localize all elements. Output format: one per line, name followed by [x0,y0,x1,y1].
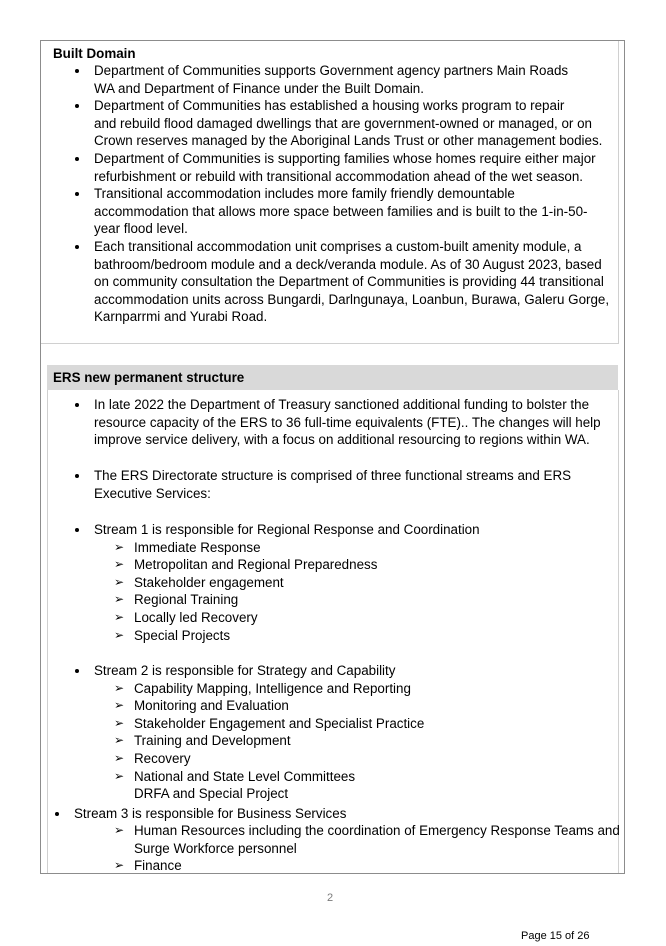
arrow-bullet-icon: ➢ [114,539,125,554]
stream-2-list [94,662,395,680]
list-item [94,62,609,97]
text-line: accommodation that allows more space between families and is built to the 1-in-50- [94,203,588,219]
arrow-bullet-icon: ➢ [114,733,125,748]
sub-list-item [114,822,620,857]
bullet-icon [75,192,79,196]
bullet-icon [75,474,79,478]
text-line: resource capacity of the ERS to 36 full-time equivalents (FTE).. The changes will help [94,414,601,430]
page-number: 2 [327,892,334,904]
built-domain-title: Built Domain [53,46,136,61]
bullet-icon [75,403,79,407]
arrow-bullet-icon: ➢ [114,715,125,730]
ers-intro-1-text [94,396,601,449]
sub-list-item [114,627,377,645]
list-item [94,662,395,680]
text-line: refurbishment or rebuild with transitional accommodation ahead of the wet season. [94,168,584,184]
ers-intro-list-1 [94,396,601,449]
sub-list-item [114,609,377,627]
text-line: Department of Communities supports Government agency partners Main Roads [94,63,569,78]
text-line: Immediate Response [134,539,261,555]
ers-section-title: ERS new permanent structure [53,370,245,385]
bullet-icon [75,245,79,249]
arrow-bullet-icon: ➢ [114,609,125,624]
bullet-icon [75,669,79,673]
text-line: National and State Level Committees [134,768,356,784]
stream-3-label: Stream 3 is responsible for Business Services [74,805,347,821]
text-line: Locally led Recovery [134,609,258,625]
bullet-icon [75,69,79,73]
list-item [94,150,609,185]
text-line: Monitoring and Evaluation [134,698,289,714]
stream-3-items [114,822,620,875]
text-line: Stakeholder Engagement and Specialist Practice [134,715,425,731]
text-line: Human Resources including the coordination of Emergency Response Teams and [134,823,620,838]
sub-list-item [114,857,620,875]
text-line: Stakeholder engagement [134,574,284,590]
list-item [94,521,480,539]
ers-section-header [47,365,618,390]
content-table [40,40,625,874]
arrow-bullet-icon: ➢ [114,574,125,589]
text-line: Surge Workforce personnel [134,840,297,856]
arrow-bullet-icon: ➢ [114,698,125,713]
text-line: improve service delivery, with a focus on additional resourcing to regions within WA. [94,432,590,448]
built-domain-list [94,62,609,326]
section-divider [41,343,619,344]
text-line: Executive Services: [94,485,211,501]
text-line: on community consultation the Department of Communities is providing 44 transitional [94,274,604,290]
text-line: Finance [134,858,182,874]
sub-list-item [114,539,377,557]
arrow-bullet-icon: ➢ [114,858,125,873]
stream-1-list [94,521,480,539]
text-line: Capability Mapping, Intelligence and Reporting [134,680,411,696]
stream-2-items [114,680,424,803]
text-line: WA and Department of Finance under the Built Domain. [94,80,424,96]
inner-border [618,41,619,344]
arrow-bullet-icon: ➢ [114,627,125,642]
arrow-bullet-icon: ➢ [114,557,125,572]
text-line: year flood level. [94,221,188,237]
inner-border-right [618,390,619,873]
stream-1-label: Stream 1 is responsible for Regional Response and Coordination [94,522,480,537]
page-count: Page 15 of 26 [521,930,590,942]
bullet-icon [75,528,79,532]
sub-list-item [114,732,424,750]
stream-2-continuation: DRFA and Special Project [134,786,289,802]
stream-2-label: Stream 2 is responsible for Strategy and Capability [94,663,396,678]
inner-border-left [47,390,48,873]
sub-list-item [114,768,424,786]
list-item [94,185,609,238]
built-domain-section [41,41,624,344]
sub-list-item [114,697,424,715]
text-line: Training and Development [134,733,291,749]
text-line: and rebuild flood damaged dwellings that are government-owned or managed, or on [94,115,593,131]
list-item [94,396,601,449]
list-item [94,238,609,326]
arrow-bullet-icon: ➢ [114,680,125,695]
arrow-bullet-icon: ➢ [114,768,125,783]
list-item [94,97,609,150]
ers-intro-list-2 [94,467,571,502]
ers-intro-2-text [94,467,571,502]
sub-list-item [114,715,424,733]
stream-3-list [74,805,346,823]
stream-1-items [114,539,377,645]
text-line: Department of Communities has established a housing works program to repair [94,98,565,114]
arrow-bullet-icon: ➢ [114,592,125,607]
sub-list-item [114,556,377,574]
sub-list-item [114,591,377,609]
text-line: Recovery [134,750,191,766]
list-item [74,805,346,823]
text-line: bathroom/bedroom module and a deck/veranda module. As of 30 August 2023, based [94,256,602,272]
text-line: Metropolitan and Regional Preparedness [134,557,378,573]
bullet-icon [75,157,79,161]
sub-list-item [114,750,424,768]
text-line: Each transitional accommodation unit comprises a custom-built amenity module, a [94,238,582,254]
text-line: The ERS Directorate structure is comprised of three functional streams and ERS [94,468,572,483]
text-line: Department of Communities is supporting families whose homes require either major [94,150,596,166]
text-line: Karnparrmi and Yurabi Road. [94,309,268,325]
sub-list-item [114,680,424,698]
arrow-bullet-icon: ➢ [114,750,125,765]
sub-list-item [114,574,377,592]
text-line: Special Projects [134,627,231,643]
text-line: accommodation units across Bungardi, Darlngunaya, Loanbun, Burawa, Galeru Gorge, [94,291,610,307]
arrow-bullet-icon: ➢ [114,823,125,837]
text-line: Transitional accommodation includes more family friendly demountable [94,186,515,202]
text-line: In late 2022 the Department of Treasury sanctioned additional funding to bolster the [94,397,590,412]
bullet-icon [75,104,79,108]
bullet-icon [55,812,59,816]
text-line: Regional Training [134,592,239,608]
text-line: Crown reserves managed by the Aboriginal Lands Trust or other management bodies. [94,133,603,149]
list-item [94,467,571,502]
